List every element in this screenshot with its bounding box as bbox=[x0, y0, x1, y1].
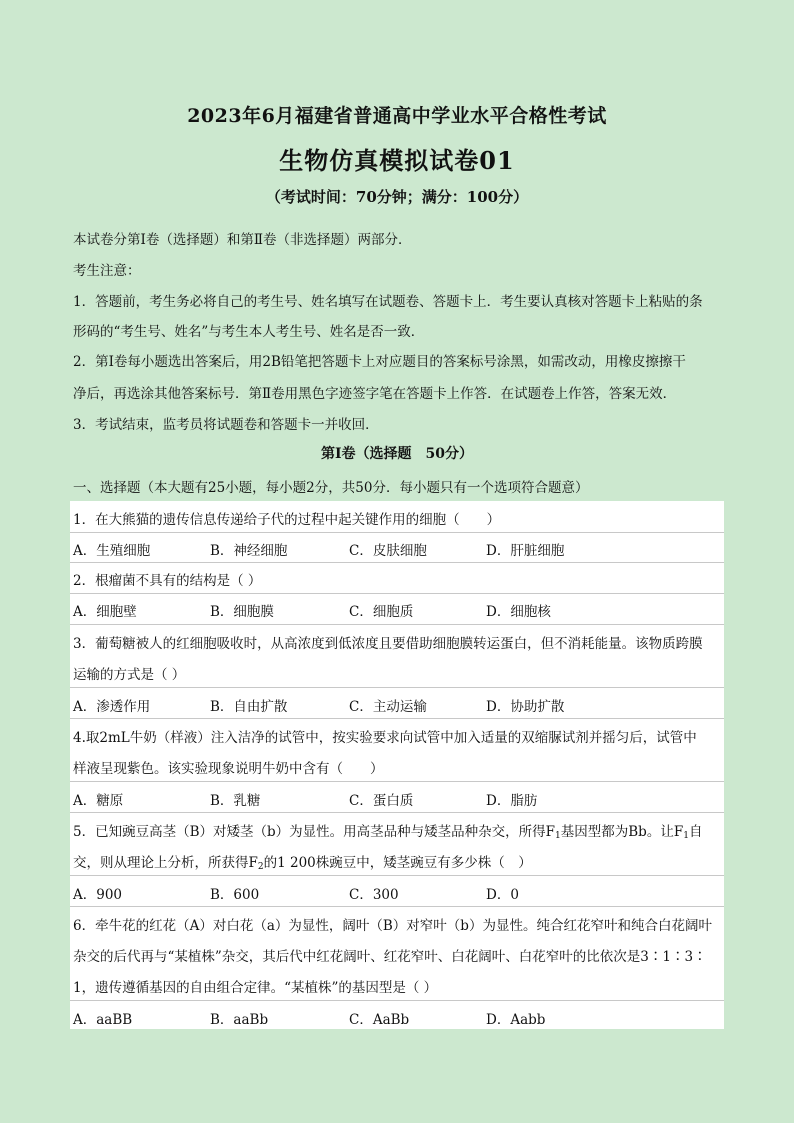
notice-heading: 考生注意： bbox=[73, 263, 141, 279]
option-b: B．自由扩散 bbox=[210, 699, 288, 715]
option-b: B．600 bbox=[210, 887, 260, 903]
text-segment: 基因型都为Bb。让F bbox=[560, 824, 684, 840]
option-d: D．协助扩散 bbox=[486, 699, 565, 715]
notice-1-line-1: 1．答题前，考生务必将自己的考生号、姓名填写在试题卷、答题卡上．考生要认真核对答题卡上粘贴的条 bbox=[73, 294, 703, 310]
exam-duration-score: （考试时间：70分钟；满分：100分） bbox=[265, 188, 529, 206]
option-b: B．aaBb bbox=[210, 1012, 269, 1028]
option-a: A．细胞壁 bbox=[73, 604, 137, 620]
question-5-line-1 bbox=[73, 820, 702, 841]
notice-3: 3．考试结束，监考员将试题卷和答题卡一并收回． bbox=[73, 417, 379, 433]
question-5-line-2 bbox=[73, 851, 532, 872]
option-c: C．AaBb bbox=[349, 1012, 410, 1028]
section-title: 第Ⅰ卷（选择题 50分） bbox=[320, 446, 474, 462]
divider bbox=[70, 562, 724, 563]
option-c: C．皮肤细胞 bbox=[349, 543, 427, 559]
paper-title: 生物仿真模拟试卷01 bbox=[279, 146, 515, 175]
divider bbox=[70, 624, 724, 625]
divider bbox=[70, 781, 724, 782]
divider bbox=[70, 812, 724, 813]
question-3-line-2: 运输的方式是（ ） bbox=[73, 667, 186, 683]
divider bbox=[70, 906, 724, 907]
notice-2-line-1: 2．第Ⅰ卷每小题选出答案后，用2B铅笔把答题卡上对应题目的答案标号涂黑，如需改动，用橡皮擦擦干 bbox=[73, 354, 686, 370]
option-b: B．细胞膜 bbox=[210, 604, 274, 620]
divider bbox=[70, 1000, 724, 1001]
divider bbox=[70, 687, 724, 688]
question-4-line-2: 样液呈现紫色。该实验现象说明牛奶中含有（ ） bbox=[73, 761, 384, 777]
option-d: D．脂肪 bbox=[486, 793, 538, 809]
questions-panel bbox=[70, 501, 724, 1029]
divider bbox=[70, 532, 724, 533]
option-b: B．神经细胞 bbox=[210, 543, 288, 559]
exam-title: 2023年6月福建省普通高中学业水平合格性考试 bbox=[187, 105, 607, 127]
option-b: B．乳糖 bbox=[210, 793, 261, 809]
divider bbox=[70, 718, 724, 719]
option-a: A．糖原 bbox=[73, 793, 124, 809]
paper-intro: 本试卷分第Ⅰ卷（选择题）和第Ⅱ卷（非选择题）两部分． bbox=[73, 232, 412, 248]
section-description: 一、选择题（本大题有25小题，每小题2分，共50分．每小题只有一个选项符合题意） bbox=[73, 480, 589, 496]
question-4-line-1: 4.取2mL牛奶（样液）注入洁净的试管中，按实验要求向试管中加入适量的双缩脲试剂并摇匀后，试管中 bbox=[73, 730, 697, 746]
divider bbox=[70, 593, 724, 594]
option-d: D．细胞核 bbox=[486, 604, 551, 620]
question-6-line-2: 杂交的后代再与“某植株”杂交，其后代中红花阔叶、红花窄叶、白花阔叶、白花窄叶的比依次是3∶1∶3∶ bbox=[73, 949, 707, 965]
question-3-line-1: 3．葡萄糖被人的红细胞吸收时，从高浓度到低浓度且要借助细胞膜转运蛋白，但不消耗能量。该物质跨膜 bbox=[73, 636, 703, 652]
subscript: 1 bbox=[683, 831, 689, 841]
option-a: A．aaBB bbox=[73, 1012, 133, 1028]
text-segment: 交，则从理论上分析，所获得F bbox=[73, 855, 258, 871]
question-1-text: 1．在大熊猫的遗传信息传递给子代的过程中起关键作用的细胞（ ） bbox=[73, 512, 501, 528]
option-c: C．蛋白质 bbox=[349, 793, 414, 809]
option-a: A．渗透作用 bbox=[73, 699, 151, 715]
text-segment: 自 bbox=[688, 824, 703, 840]
text-segment: 的1 200株豌豆中，矮茎豌豆有多少株（ ） bbox=[263, 855, 532, 871]
notice-1-line-2: 形码的“考生号、姓名”与考生本人考生号、姓名是否一致． bbox=[73, 324, 425, 340]
option-a: A．900 bbox=[73, 887, 123, 903]
option-c: C．主动运输 bbox=[349, 699, 427, 715]
option-a: A．生殖细胞 bbox=[73, 543, 151, 559]
option-d: D．肝脏细胞 bbox=[486, 543, 565, 559]
divider bbox=[70, 875, 724, 876]
question-2-text: 2．根瘤菌不具有的结构是（ ） bbox=[73, 573, 262, 589]
option-d: D．Aabb bbox=[486, 1012, 546, 1028]
subscript: 2 bbox=[257, 862, 264, 872]
option-c: C．细胞质 bbox=[349, 604, 414, 620]
option-c: C．300 bbox=[349, 887, 399, 903]
option-d: D．0 bbox=[486, 887, 519, 903]
question-6-line-1: 6．牵牛花的红花（A）对白花（a）为显性，阔叶（B）对窄叶（b）为显性。纯合红花窄叶和纯合白花阔叶 bbox=[73, 918, 712, 934]
text-segment: 5．已知豌豆高茎（B）对矮茎（b）为显性。用高茎品种与矮茎品种杂交，所得F bbox=[73, 824, 556, 840]
notice-2-line-2: 净后，再选涂其他答案标号．第Ⅱ卷用黑色字迹签字笔在答题卡上作答．在试题卷上作答，答案无效． bbox=[73, 386, 677, 402]
question-6-line-3: 1，遗传遵循基因的自由组合定律。“某植株”的基因型是（ ） bbox=[73, 980, 438, 996]
subscript: 1 bbox=[555, 831, 561, 841]
